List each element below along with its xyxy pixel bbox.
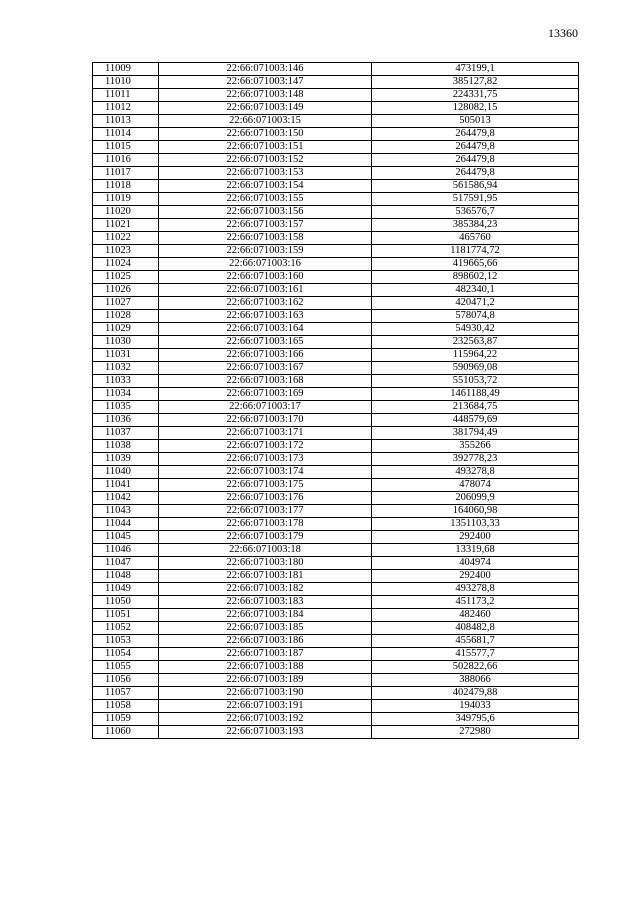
table-row [93, 349, 579, 362]
table-row [93, 128, 579, 141]
table-row [93, 596, 579, 609]
row-number-cell: 11032 [93, 362, 159, 375]
cadastral-value-cell: 381794,49 [372, 427, 579, 440]
table-row [93, 648, 579, 661]
cadastral-number-cell: 22:66:071003:179 [159, 531, 372, 544]
cadastral-value-cell: 402479,88 [372, 687, 579, 700]
table-row [93, 427, 579, 440]
row-number-cell: 11042 [93, 492, 159, 505]
cadastral-number-cell: 22:66:071003:17 [159, 401, 372, 414]
cadastral-number-cell: 22:66:071003:159 [159, 245, 372, 258]
cadastral-number-cell: 22:66:071003:190 [159, 687, 372, 700]
row-number-cell: 11056 [93, 674, 159, 687]
cadastral-value-cell: 292400 [372, 570, 579, 583]
table-row [93, 453, 579, 466]
row-number-cell: 11029 [93, 323, 159, 336]
cadastral-number-cell: 22:66:071003:167 [159, 362, 372, 375]
row-number-cell: 11039 [93, 453, 159, 466]
table-row [93, 700, 579, 713]
row-number-cell: 11026 [93, 284, 159, 297]
cadastral-value-cell: 455681,7 [372, 635, 579, 648]
cadastral-number-cell: 22:66:071003:173 [159, 453, 372, 466]
table-row [93, 362, 579, 375]
table-row [93, 687, 579, 700]
cadastral-value-cell: 419665,66 [372, 258, 579, 271]
row-number-cell: 11038 [93, 440, 159, 453]
row-number-cell: 11055 [93, 661, 159, 674]
cadastral-value-cell: 355266 [372, 440, 579, 453]
row-number-cell: 11022 [93, 232, 159, 245]
cadastral-value-cell: 451173,2 [372, 596, 579, 609]
cadastral-value-cell: 232563,87 [372, 336, 579, 349]
table-row [93, 115, 579, 128]
row-number-cell: 11043 [93, 505, 159, 518]
table-row [93, 557, 579, 570]
cadastral-number-cell: 22:66:071003:184 [159, 609, 372, 622]
row-number-cell: 11024 [93, 258, 159, 271]
cadastral-value-cell: 115964,22 [372, 349, 579, 362]
table-row [93, 180, 579, 193]
cadastral-number-cell: 22:66:071003:178 [159, 518, 372, 531]
cadastral-value-cell: 272980 [372, 726, 579, 739]
cadastral-value-cell: 590969,08 [372, 362, 579, 375]
cadastral-number-cell: 22:66:071003:151 [159, 141, 372, 154]
row-number-cell: 11017 [93, 167, 159, 180]
cadastral-number-cell: 22:66:071003:16 [159, 258, 372, 271]
table-row [93, 63, 579, 76]
row-number-cell: 11013 [93, 115, 159, 128]
table-row [93, 76, 579, 89]
cadastral-value-cell: 164060,98 [372, 505, 579, 518]
table-row [93, 232, 579, 245]
cadastral-number-cell: 22:66:071003:183 [159, 596, 372, 609]
cadastral-value-cell: 1181774,72 [372, 245, 579, 258]
row-number-cell: 11014 [93, 128, 159, 141]
cadastral-number-cell: 22:66:071003:174 [159, 466, 372, 479]
cadastral-value-cell: 54930,42 [372, 323, 579, 336]
row-number-cell: 11049 [93, 583, 159, 596]
row-number-cell: 11031 [93, 349, 159, 362]
cadastral-number-cell: 22:66:071003:161 [159, 284, 372, 297]
cadastral-value-cell: 128082,15 [372, 102, 579, 115]
cadastral-value-cell: 264479,8 [372, 154, 579, 167]
table-row [93, 531, 579, 544]
table-row [93, 492, 579, 505]
row-number-cell: 11048 [93, 570, 159, 583]
cadastral-value-cell: 898602,12 [372, 271, 579, 284]
cadastral-value-cell: 408482,8 [372, 622, 579, 635]
cadastral-number-cell: 22:66:071003:177 [159, 505, 372, 518]
cadastral-value-cell: 349795,6 [372, 713, 579, 726]
cadastral-number-cell: 22:66:071003:147 [159, 76, 372, 89]
table-row [93, 635, 579, 648]
row-number-cell: 11011 [93, 89, 159, 102]
row-number-cell: 11052 [93, 622, 159, 635]
row-number-cell: 11028 [93, 310, 159, 323]
table-row [93, 297, 579, 310]
row-number-cell: 11033 [93, 375, 159, 388]
table-row [93, 284, 579, 297]
cadastral-value-cell: 213684,75 [372, 401, 579, 414]
cadastral-number-cell: 22:66:071003:156 [159, 206, 372, 219]
cadastral-value-cell: 473199,1 [372, 63, 579, 76]
row-number-cell: 11051 [93, 609, 159, 622]
cadastral-number-cell: 22:66:071003:146 [159, 63, 372, 76]
cadastral-value-cell: 1351103,33 [372, 518, 579, 531]
row-number-cell: 11036 [93, 414, 159, 427]
table-row [93, 518, 579, 531]
row-number-cell: 11037 [93, 427, 159, 440]
row-number-cell: 11053 [93, 635, 159, 648]
cadastral-number-cell: 22:66:071003:193 [159, 726, 372, 739]
row-number-cell: 11020 [93, 206, 159, 219]
cadastral-number-cell: 22:66:071003:185 [159, 622, 372, 635]
row-number-cell: 11010 [93, 76, 159, 89]
cadastral-number-cell: 22:66:071003:181 [159, 570, 372, 583]
table-row [93, 466, 579, 479]
cadastral-value-cell: 206099,9 [372, 492, 579, 505]
table-row [93, 375, 579, 388]
cadastral-number-cell: 22:66:071003:160 [159, 271, 372, 284]
table-row [93, 310, 579, 323]
cadastral-number-cell: 22:66:071003:153 [159, 167, 372, 180]
row-number-cell: 11059 [93, 713, 159, 726]
table-row [93, 609, 579, 622]
cadastral-number-cell: 22:66:071003:149 [159, 102, 372, 115]
cadastral-value-cell: 420471,2 [372, 297, 579, 310]
cadastral-number-cell: 22:66:071003:164 [159, 323, 372, 336]
table-row [93, 258, 579, 271]
table-row [93, 141, 579, 154]
table-row [93, 570, 579, 583]
row-number-cell: 11047 [93, 557, 159, 570]
cadastral-number-cell: 22:66:071003:191 [159, 700, 372, 713]
cadastral-value-cell: 404974 [372, 557, 579, 570]
table-row [93, 505, 579, 518]
cadastral-value-cell: 482340,1 [372, 284, 579, 297]
cadastral-value-cell: 478074 [372, 479, 579, 492]
cadastral-number-cell: 22:66:071003:182 [159, 583, 372, 596]
cadastral-number-cell: 22:66:071003:150 [159, 128, 372, 141]
cadastral-number-cell: 22:66:071003:187 [159, 648, 372, 661]
cadastral-number-cell: 22:66:071003:175 [159, 479, 372, 492]
table-row [93, 479, 579, 492]
cadastral-number-cell: 22:66:071003:168 [159, 375, 372, 388]
cadastral-number-cell: 22:66:071003:158 [159, 232, 372, 245]
table-body [93, 63, 579, 739]
table-row [93, 583, 579, 596]
row-number-cell: 11009 [93, 63, 159, 76]
row-number-cell: 11040 [93, 466, 159, 479]
cadastral-value-cell: 448579,69 [372, 414, 579, 427]
cadastral-value-cell: 482460 [372, 609, 579, 622]
cadastral-value-cell: 493278,8 [372, 466, 579, 479]
row-number-cell: 11045 [93, 531, 159, 544]
table-row [93, 219, 579, 232]
cadastral-number-cell: 22:66:071003:170 [159, 414, 372, 427]
cadastral-number-cell: 22:66:071003:162 [159, 297, 372, 310]
cadastral-number-cell: 22:66:071003:166 [159, 349, 372, 362]
cadastral-number-cell: 22:66:071003:154 [159, 180, 372, 193]
row-number-cell: 11046 [93, 544, 159, 557]
table-row [93, 414, 579, 427]
row-number-cell: 11058 [93, 700, 159, 713]
cadastral-value-cell: 385127,82 [372, 76, 579, 89]
row-number-cell: 11021 [93, 219, 159, 232]
row-number-cell: 11057 [93, 687, 159, 700]
cadastral-value-cell: 493278,8 [372, 583, 579, 596]
row-number-cell: 11016 [93, 154, 159, 167]
cadastral-value-cell: 578074,8 [372, 310, 579, 323]
row-number-cell: 11015 [93, 141, 159, 154]
table-row [93, 89, 579, 102]
cadastral-number-cell: 22:66:071003:176 [159, 492, 372, 505]
row-number-cell: 11023 [93, 245, 159, 258]
row-number-cell: 11041 [93, 479, 159, 492]
cadastral-number-cell: 22:66:071003:148 [159, 89, 372, 102]
row-number-cell: 11025 [93, 271, 159, 284]
cadastral-value-cell: 385384,23 [372, 219, 579, 232]
row-number-cell: 11018 [93, 180, 159, 193]
table-row [93, 440, 579, 453]
cadastral-value-cell: 502822,66 [372, 661, 579, 674]
cadastral-number-cell: 22:66:071003:171 [159, 427, 372, 440]
cadastral-value-cell: 392778,23 [372, 453, 579, 466]
cadastral-number-cell: 22:66:071003:188 [159, 661, 372, 674]
cadastral-value-cell: 224331,75 [372, 89, 579, 102]
row-number-cell: 11054 [93, 648, 159, 661]
cadastral-value-cell: 292400 [372, 531, 579, 544]
row-number-cell: 11030 [93, 336, 159, 349]
cadastral-value-cell: 551053,72 [372, 375, 579, 388]
table-row [93, 674, 579, 687]
cadastral-value-table [92, 62, 579, 739]
table-row [93, 206, 579, 219]
table-row [93, 622, 579, 635]
table-row [93, 271, 579, 284]
cadastral-value-cell: 505013 [372, 115, 579, 128]
row-number-cell: 11060 [93, 726, 159, 739]
cadastral-value-cell: 264479,8 [372, 128, 579, 141]
table-row [93, 245, 579, 258]
cadastral-value-cell: 194033 [372, 700, 579, 713]
table-row [93, 544, 579, 557]
row-number-cell: 11027 [93, 297, 159, 310]
row-number-cell: 11044 [93, 518, 159, 531]
row-number-cell: 11035 [93, 401, 159, 414]
table-row [93, 726, 579, 739]
cadastral-value-cell: 536576,7 [372, 206, 579, 219]
cadastral-value-cell: 388066 [372, 674, 579, 687]
cadastral-number-cell: 22:66:071003:180 [159, 557, 372, 570]
table-row [93, 154, 579, 167]
cadastral-number-cell: 22:66:071003:165 [159, 336, 372, 349]
table-row [93, 713, 579, 726]
cadastral-number-cell: 22:66:071003:169 [159, 388, 372, 401]
cadastral-value-cell: 517591,95 [372, 193, 579, 206]
cadastral-number-cell: 22:66:071003:157 [159, 219, 372, 232]
cadastral-number-cell: 22:66:071003:163 [159, 310, 372, 323]
cadastral-number-cell: 22:66:071003:186 [159, 635, 372, 648]
table-row [93, 661, 579, 674]
cadastral-number-cell: 22:66:071003:189 [159, 674, 372, 687]
cadastral-value-cell: 264479,8 [372, 167, 579, 180]
cadastral-value-cell: 465760 [372, 232, 579, 245]
cadastral-number-cell: 22:66:071003:172 [159, 440, 372, 453]
cadastral-value-cell: 264479,8 [372, 141, 579, 154]
row-number-cell: 11034 [93, 388, 159, 401]
table-row [93, 401, 579, 414]
cadastral-value-cell: 561586,94 [372, 180, 579, 193]
cadastral-value-cell: 1461188,49 [372, 388, 579, 401]
page-number: 13360 [548, 26, 578, 40]
cadastral-number-cell: 22:66:071003:15 [159, 115, 372, 128]
cadastral-number-cell: 22:66:071003:192 [159, 713, 372, 726]
row-number-cell: 11050 [93, 596, 159, 609]
cadastral-number-cell: 22:66:071003:155 [159, 193, 372, 206]
table-row [93, 102, 579, 115]
cadastral-number-cell: 22:66:071003:152 [159, 154, 372, 167]
table-row [93, 167, 579, 180]
cadastral-value-cell: 415577,7 [372, 648, 579, 661]
table-row [93, 336, 579, 349]
cadastral-value-cell: 13319,68 [372, 544, 579, 557]
row-number-cell: 11019 [93, 193, 159, 206]
row-number-cell: 11012 [93, 102, 159, 115]
table-row [93, 193, 579, 206]
cadastral-number-cell: 22:66:071003:18 [159, 544, 372, 557]
table-row [93, 388, 579, 401]
table-row [93, 323, 579, 336]
